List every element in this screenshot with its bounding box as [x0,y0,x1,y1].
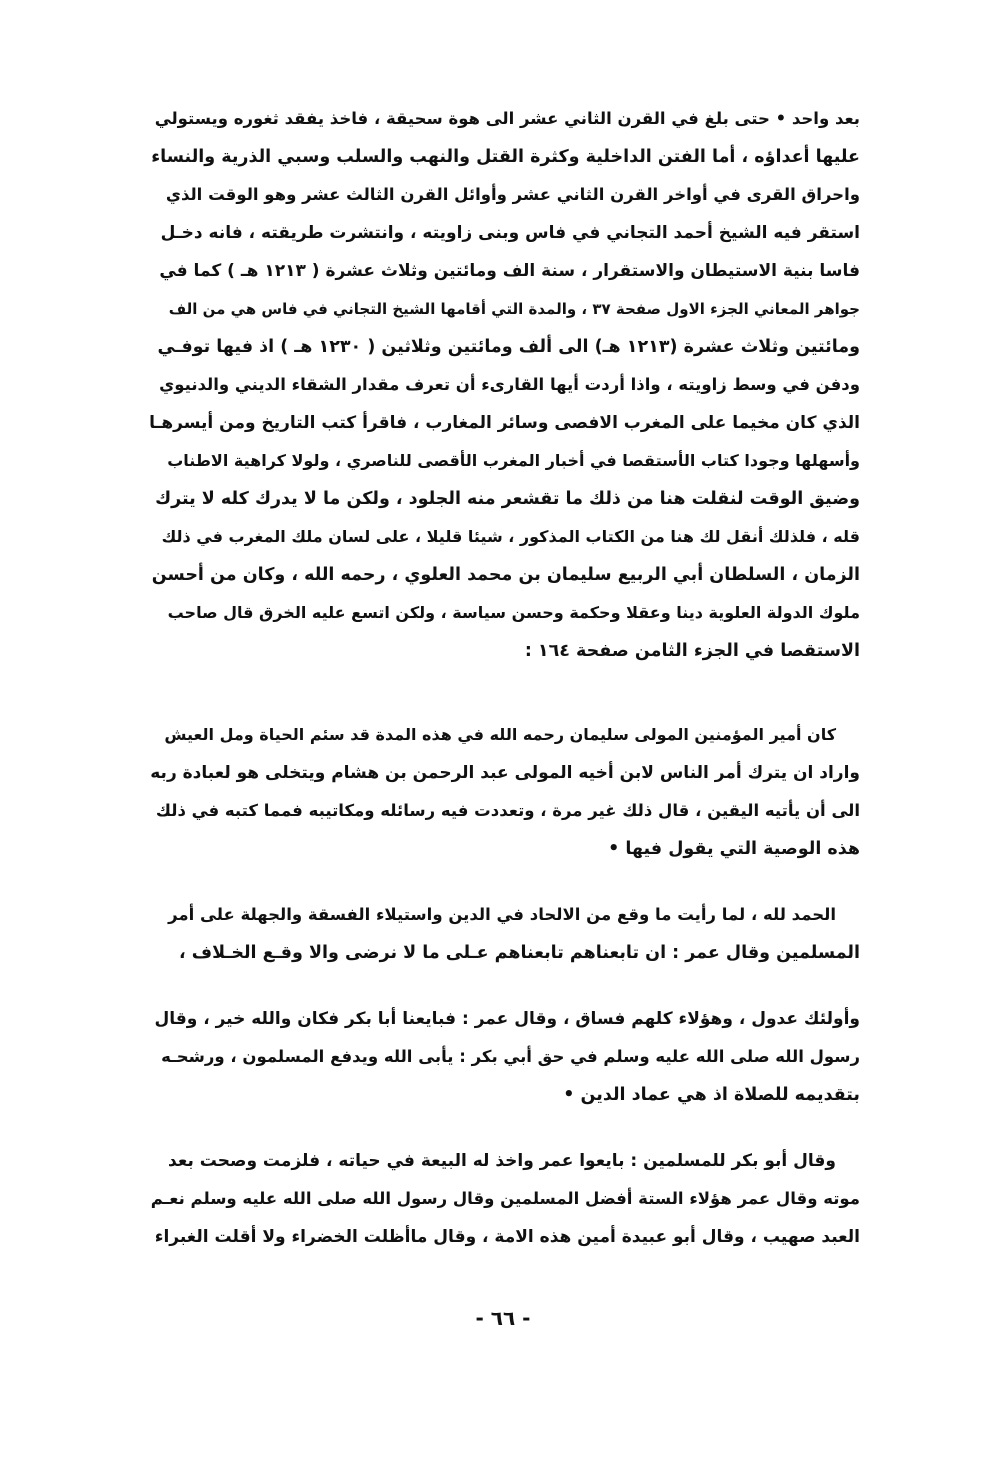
paragraph-2 [150,716,860,868]
text-line: ومائتين وثلاث عشرة (١٢١٣ هـ) الى ألف ومائتين وثلاثين ( ١٢٣٠ هـ ) اذ فيها توفـي [157,337,860,357]
text-line: بعد واحد • حتى بلغ في القرن الثاني عشر الى هوة سحيقة ، فاخذ يفقد ثغوره ويستولي [154,109,860,128]
text-line: وقال أبو بكر للمسلمين : بايعوا عمر واخذ له البيعة في حياته ، فلزمت وصحت بعد [168,1151,836,1171]
paragraph-1 [150,100,860,670]
text-line: استقر فيه الشيخ أحمد التجاني في فاس وبنى زاويته ، وانتشرت طريقته ، فانه دخـل [160,223,860,243]
text-line: ملوك الدولة العلوية دينا وعقلا وحكمة وحسن سياسة ، ولكن اتسع عليه الخرق قال صاحب [167,603,860,622]
text-line: فاسا بنية الاستيطان والاستقرار ، سنة الف ومائتين وثلاث عشرة ( ١٢١٣ هـ ) كما في [159,261,860,281]
text-line: الحمد لله ، لما رأيت ما وقع من الالحاد في الدين واستيلاء الفسقة والجهلة على أمر [168,905,836,924]
text-line: هذه الوصية التي يقول فيها • [608,839,860,859]
text-line: موته وقال عمر هؤلاء الستة أفضل المسلمين وقال رسول الله صلى الله عليه وسلم نعـم [150,1189,860,1208]
text-line: العبد صهيب ، وقال أبو عبيدة أمين هذه الامة ، وقال ماأظلت الخضراء ولا أقلت الغبراء [154,1227,860,1247]
text-line: واراد ان يترك أمر الناس لابن أخيه المولى عبد الرحمن بن هشام ويتخلى هو لعبادة ربه [150,763,860,783]
paragraph-4 [150,1000,860,1114]
text-line: الى أن يأتيه اليقين ، قال ذلك غير مرة ، وتعددت فيه رسائله ومكاتيبه فمما كتبه في ذلك [155,801,860,820]
text-line: وضيق الوقت لنقلت هنا من ذلك ما تقشعر منه الجلود ، ولكن ما لا يدرك كله لا يترك [155,489,860,509]
text-line: وأولئك عدول ، وهؤلاء كلهم فساق ، وقال عمر : فبايعنا أبا بكر فكان والله خير ، وقال [154,1009,860,1029]
paragraph-3 [150,896,860,972]
text-line: ودفن في وسط زاويته ، واذا أردت أيها القارىء أن تعرف مقدار الشقاء الديني والدنيوي [159,375,860,394]
text-line: رسول الله صلى الله عليه وسلم في حق أبي بكر : يأبى الله ويدفع المسلمون ، ورشحـه [161,1047,860,1066]
text-line: قله ، فلذلك أنقل لك هنا من الكتاب المذكور ، شيئا قليلا ، على لسان ملك المغرب في ذلك [161,527,860,546]
page-number: - ٦٦ - [475,1306,531,1330]
paragraph-5 [150,1142,860,1256]
text-line: كان أمير المؤمنين المولى سليمان رحمه الله في هذه المدة قد سئم الحياة ومل العيش [164,725,836,744]
text-line: واحراق القرى في أواخر القرن الثاني عشر وأوائل القرن الثالث عشر وهو الوقت الذي [165,185,860,204]
text-line: المسلمين وقال عمر : ان تابعناهم تابعناهم عـلى ما لا نرضى والا وقـع الخـلاف ، [179,943,860,963]
text-line: بتقديمه للصلاة اذ هي عماد الدين • [563,1085,860,1105]
text-line: عليها أعداؤه ، أما الفتن الداخلية وكثرة القتل والنهب والسلب وسبي الذرية والنساء [151,147,860,167]
text-line: الزمان ، السلطان أبي الربيع سليمان بن محمد العلوي ، رحمه الله ، وكان من أحسن [151,565,860,585]
text-line: الذي كان مخيما على المغرب الافصى وسائر المغارب ، فاقرأ كتب التاريخ ومن أيسرهـا [149,413,860,433]
text-line: الاستقصا في الجزء الثامن صفحة ١٦٤ : [524,641,860,661]
text-line: وأسهلها وجودا كتاب الأستقصا في أخبار المغرب الأقصى للناصري ، ولولا كراهية الاطناب [167,451,860,470]
text-line: جواهر المعاني الجزء الاول صفحة ٣٧ ، والمدة التي أقامها الشيخ التجاني في فاس هي من الف [168,300,860,318]
